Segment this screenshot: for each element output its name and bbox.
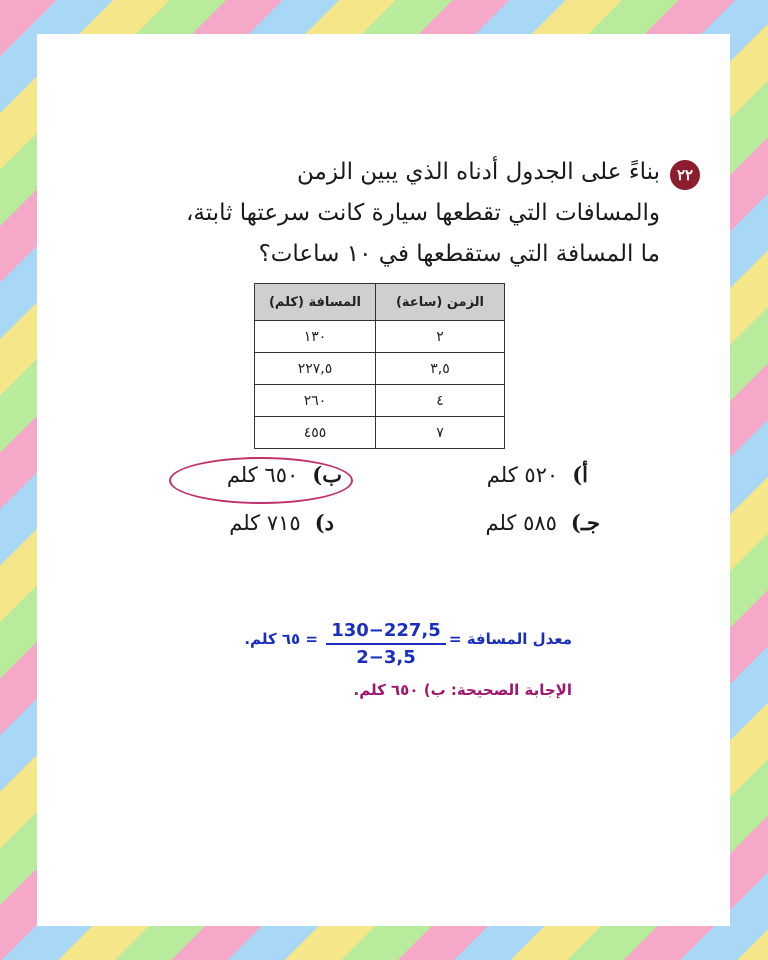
fraction-numerator: 130−227,5 (326, 620, 446, 645)
answer-label: الإجابة الصحيحة: (450, 681, 572, 699)
question-number-badge: ٢٢ (670, 160, 700, 190)
cell-time: ٢ (376, 321, 505, 353)
cell-time: ٣,٥ (376, 353, 505, 385)
option-a-text: ٥٢٠ كلم (486, 463, 559, 487)
table-header-row (255, 284, 505, 321)
option-b-text: ٦٥٠ كلم (226, 463, 299, 487)
option-b[interactable] (227, 462, 342, 487)
cell-time: ٤ (376, 385, 505, 417)
table-row (255, 385, 505, 417)
header-distance: المسافة (كلم) (255, 284, 376, 321)
cell-distance: ٢٢٧,٥ (255, 353, 376, 385)
question-line-3: ما المسافة التي ستقطعها في ١٠ ساعات؟ (258, 241, 660, 267)
rate-result: = ٦٥ كلم. (244, 630, 318, 648)
cell-time: ٧ (376, 417, 505, 449)
option-b-letter: ب) (312, 462, 342, 487)
fraction-denominator: 2−3,5 (356, 647, 416, 668)
option-d-text: ٧١٥ كلم (229, 511, 301, 535)
rate-label: معدل المسافة = (448, 630, 572, 648)
question-text (160, 152, 694, 275)
question-line-1: بناءً على الجدول أدناه الذي يبين الزمن (297, 159, 660, 185)
cell-distance: ٤٥٥ (255, 417, 376, 449)
option-a-letter: أ) (572, 462, 588, 487)
table-row (255, 353, 505, 385)
option-a[interactable] (487, 462, 588, 487)
header-time: الزمن (ساعة) (376, 284, 505, 321)
option-d-letter: د) (314, 510, 334, 535)
option-c-text: ٥٨٥ كلم (485, 511, 557, 535)
table-row (255, 321, 505, 353)
option-c[interactable] (485, 510, 600, 535)
correct-answer-line (354, 681, 573, 699)
table-row (255, 417, 505, 449)
answer-value: ب) ٦٥٠ كلم. (353, 681, 446, 699)
option-c-letter: جـ) (570, 510, 600, 535)
time-distance-table (254, 283, 505, 449)
option-d[interactable] (229, 510, 334, 535)
question-line-2: والمسافات التي تقطعها سيارة كانت سرعتها ثابتة، (185, 200, 660, 226)
cell-distance: ١٣٠ (255, 321, 376, 353)
cell-distance: ٢٦٠ (255, 385, 376, 417)
rate-fraction (326, 620, 446, 668)
